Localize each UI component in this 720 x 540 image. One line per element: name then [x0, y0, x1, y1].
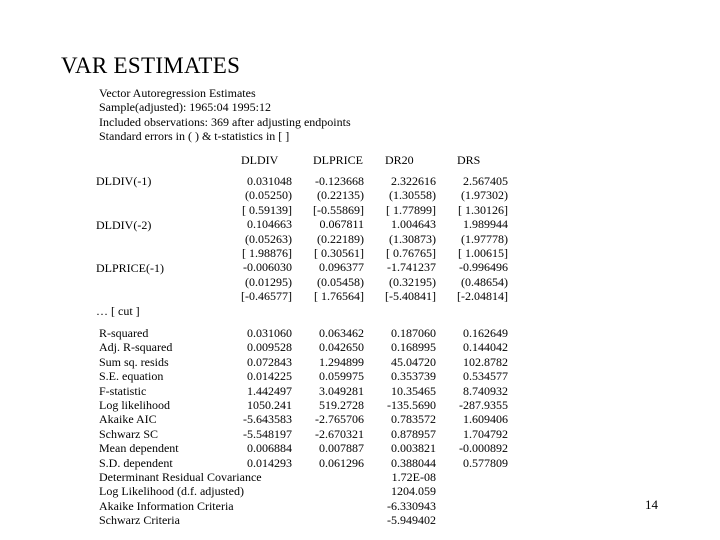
system-value: 1204.059	[391, 484, 436, 499]
stat-label: S.D. dependent	[99, 455, 173, 470]
t-statistic: [ 1.98876]	[242, 246, 292, 261]
stats-column-dlprice	[315, 326, 364, 470]
stat-value: 0.783572	[391, 412, 436, 427]
stat-value: 0.042650	[319, 340, 364, 355]
stat-value: 45.04720	[391, 354, 436, 369]
stat-value: -135.5690	[387, 398, 436, 413]
coef-value: 0.031048	[247, 174, 292, 188]
stat-label: Sum sq. resids	[99, 354, 169, 369]
coef-value: 0.067811	[319, 217, 364, 232]
page-number: 14	[645, 497, 658, 512]
stat-label: S.E. equation	[99, 369, 164, 384]
stat-value: 10.35465	[391, 383, 436, 398]
stat-value: 0.007887	[319, 441, 364, 456]
coef-value: 2.567405	[463, 174, 508, 188]
column-header-dlprice: DLPRICE	[313, 153, 364, 167]
stat-value: 0.009528	[247, 340, 292, 355]
coef-value: -0.123668	[315, 174, 364, 188]
stat-value: 8.740932	[463, 383, 508, 398]
stat-value: 519.2728	[319, 398, 364, 413]
stat-label: Mean dependent	[99, 441, 179, 456]
t-statistic: [-0.46577]	[241, 289, 292, 304]
coef-value: -0.006030	[243, 260, 292, 275]
stat-value: 0.577809	[463, 455, 508, 470]
stat-label: Log likelihood	[99, 398, 170, 413]
stats-column-dldiv	[243, 326, 292, 470]
system-value: -5.949402	[387, 513, 436, 528]
stat-label: R-squared	[99, 326, 149, 340]
t-statistic: [-0.55869]	[313, 202, 364, 217]
coef-value: 2.322616	[391, 174, 436, 188]
row-label-dldiv-2: DLDIV(-2)	[96, 218, 152, 232]
stat-value: 0.878957	[391, 426, 436, 441]
page-title: VAR ESTIMATES	[61, 53, 241, 78]
header-line: Included observations: 369 after adjusting endpoints	[99, 114, 351, 129]
stat-label: Akaike AIC	[99, 412, 157, 427]
std-error: (0.05263)	[245, 231, 292, 246]
header-line: Vector Autoregression Estimates	[99, 86, 256, 100]
stat-value: -5.548197	[243, 426, 292, 441]
stat-value: -287.9355	[459, 398, 508, 413]
stat-value: -0.000892	[459, 441, 508, 456]
t-statistic: [ 1.76564]	[314, 289, 364, 304]
stat-value: 102.8782	[463, 354, 508, 369]
stat-label: F-statistic	[99, 383, 147, 398]
std-error: (0.32195)	[389, 274, 436, 289]
coef-value: -0.996496	[459, 260, 508, 275]
stat-value: -5.643583	[243, 412, 292, 427]
t-statistic: [-2.04814]	[457, 289, 508, 304]
stat-value: 0.168995	[391, 340, 436, 355]
coef-column-dldiv	[241, 174, 292, 304]
stat-value: 0.014225	[247, 369, 292, 384]
t-statistic: [-5.40841]	[385, 289, 436, 304]
stat-value: -2.670321	[315, 426, 364, 441]
t-statistic: [ 1.30126]	[458, 202, 508, 217]
std-error: (1.97778)	[461, 231, 508, 246]
column-header-dr20: DR20	[385, 153, 414, 167]
stat-value: 0.072843	[247, 354, 292, 369]
coef-value: -1.741237	[387, 260, 436, 275]
std-error: (1.30558)	[389, 188, 436, 203]
stat-value: 0.031060	[247, 326, 292, 340]
system-value: 1.72E-08	[391, 470, 436, 485]
stat-value: 0.534577	[463, 369, 508, 384]
column-header-drs: DRS	[457, 153, 481, 167]
stat-value: 0.388044	[391, 455, 436, 470]
stat-value: 0.061296	[319, 455, 364, 470]
column-header-dldiv: DLDIV	[241, 153, 279, 167]
std-error: (0.01295)	[245, 274, 292, 289]
stat-value: 0.059975	[319, 369, 364, 384]
coef-value: 1.989944	[463, 217, 508, 232]
std-error: (0.22189)	[317, 231, 364, 246]
coef-value: 0.096377	[319, 260, 364, 275]
stat-value: -2.765706	[315, 412, 364, 427]
coef-column-dr20	[385, 174, 436, 304]
header-line: Sample(adjusted): 1965:04 1995:12	[99, 100, 271, 115]
coef-value: 0.104663	[247, 217, 292, 232]
stat-value: 0.144042	[463, 340, 508, 355]
std-error: (0.05250)	[245, 188, 292, 203]
t-statistic: [ 1.00615]	[458, 246, 508, 261]
stat-value: 0.187060	[391, 326, 436, 340]
row-label-dldiv-1: DLDIV(-1)	[96, 174, 152, 188]
coef-column-drs	[457, 174, 508, 304]
estimation-header	[99, 86, 351, 144]
stat-value: 1.609406	[463, 412, 508, 427]
stats-column-drs	[459, 326, 508, 470]
t-statistic: [ 0.76765]	[386, 246, 436, 261]
stats-labels	[99, 326, 262, 528]
system-label: Akaike Information Criteria	[99, 498, 234, 513]
std-error: (0.22135)	[317, 188, 364, 203]
stat-value: 0.162649	[463, 326, 508, 340]
system-label: Log Likelihood (d.f. adjusted)	[99, 484, 244, 499]
header-line: Standard errors in ( ) & t-statistics in [ ]	[99, 129, 290, 144]
stat-label: Adj. R-squared	[99, 340, 173, 355]
stat-value: 0.014293	[247, 455, 292, 470]
system-value: -6.330943	[387, 498, 436, 513]
stat-value: 1050.241	[247, 398, 292, 413]
cut-marker: … [ cut ]	[96, 304, 140, 318]
t-statistic: [ 0.30561]	[314, 246, 364, 261]
std-error: (1.30873)	[389, 231, 436, 246]
stat-value: 0.006884	[247, 441, 292, 456]
stat-value: 0.003821	[391, 441, 436, 456]
stat-value: 0.063462	[319, 326, 364, 340]
stat-value: 1.704792	[463, 426, 508, 441]
stat-value: 3.049281	[319, 383, 364, 398]
t-statistic: [ 0.59139]	[242, 202, 292, 217]
stat-value: 1.294899	[319, 354, 364, 369]
coef-column-dlprice	[313, 174, 364, 304]
stat-value: 1.442497	[247, 383, 292, 398]
coef-value: 1.004643	[391, 217, 436, 232]
stat-value: 0.353739	[391, 369, 436, 384]
system-label: Schwarz Criteria	[99, 513, 180, 528]
std-error: (1.97302)	[461, 188, 508, 203]
stat-label: Schwarz SC	[99, 426, 158, 441]
stats-column-dr20	[387, 326, 436, 528]
std-error: (0.48654)	[461, 274, 508, 289]
system-label: Determinant Residual Covariance	[99, 470, 262, 485]
t-statistic: [ 1.77899]	[386, 202, 436, 217]
std-error: (0.05458)	[317, 274, 364, 289]
row-label-dlprice-1: DLPRICE(-1)	[96, 261, 164, 275]
